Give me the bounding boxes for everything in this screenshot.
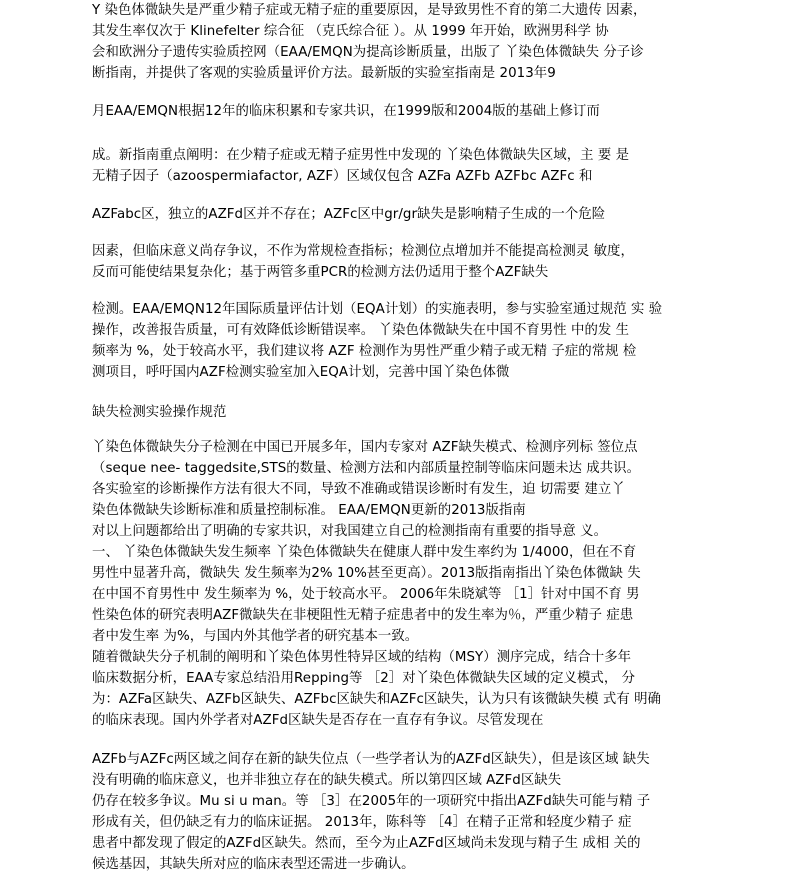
text-line: 其发生率仅次于 Klinefelter 综合征 （克氏综合征 ）。从 1999 年开始，欧洲男科学 协 [92,24,609,39]
text-line: 无精子因子（azoospermiafactor, AZF）区域仅包含 AZFa AZFb AZFbc AZFc 和 [92,169,593,184]
text-line: 形成有关，但仍缺乏有力的临床证据。 2013年，陈科等 ［4］在精子正常和轻度少精子 症 [92,815,632,830]
text-line: 操作，改善报告质量，可有效降低诊断错误率。 丫染色体微缺失在中国不育男性 中的发 生 [92,323,630,338]
text-line: 频率为 %，处于较高水平，我们建议将 AZF 检测作为男性严重少精子或无精 子症的常规 检 [92,344,637,359]
text-line: （seque nee- taggedsite,STS的数量、检测方法和内部质量控制等临床问题未达 成共识。 [92,461,641,476]
text-line: 为：AZFa区缺失、AZFb区缺失、AZFbc区缺失和AZFc区缺失，认为只有该微缺失模 式有 明确 [92,692,661,707]
text-line: Y 染色体微缺失是严重少精子症或无精子症的重要原因，是导致男性不育的第二大遗传 因素， [92,3,647,18]
text-line: 患者中都发现了假定的AZFd区缺失。然而，至今为止AZFd区域尚未发现与精子生 成相 关的 [92,836,641,851]
text-line: 对以上问题都给出了明确的专家共识，对我国建立自己的检测指南有重要的指导意 义。 [92,524,608,539]
text-line: 月EAA/EMQN根据12年的临床积累和专家共识，在1999版和2004版的基础上修订而 [92,104,600,119]
text-line: 男性中显著升高，微缺失 发生频率为2% 10%甚至更高）。2013版指南指出丫染色体微缺 失 [92,566,641,581]
text-line: 没有明确的临床意义，也并非独立存在的缺失模式。所以第四区域 AZFd区缺失 [92,773,562,788]
text-line: 随着微缺失分子机制的阐明和丫染色体男性特异区域的结构（MSY）测序完成，结合十多年 [92,650,632,665]
text-line: AZFabc区，独立的AZFd区并不存在；AZFc区中gr/gr缺失是影响精子生成的一个危险 [92,207,606,222]
text-line: AZFb与AZFc两区域之间存在新的缺失位点（一些学者认为的AZFd区缺失），但是该区域 缺失 [92,752,650,767]
text-line: 染色体微缺失诊断标准和质量控制标准。 EAA/EMQN更新的2013版指南 [92,503,526,518]
text-line: 检测。EAA/EMQN12年国际质量评估计划（EQA计划）的实施表明，参与实验室通过规范 实 验 [92,302,663,317]
text-line: 断指南，并提供了客观的实验质量评价方法。最新版的实验室指南是 2013年9 [92,66,556,81]
section-heading: 缺失检测实验操作规范 [92,405,227,420]
text-line: 会和欧洲分子遗传实验质控网（EAA/EMQN为提高诊断质量，出版了 丫染色体微缺失 分子诊 [92,45,644,60]
text-line: 各实验室的诊断操作方法有很大不同，导致不准确或错误诊断时有发生，迫 切需要 建立丫 [92,482,625,497]
text-line: 测项目，呼吁国内AZF检测实验室加入EQA计划，完善中国丫染色体微 [92,365,510,380]
text-line: 成。新指南重点阐明：在少精子症或无精子症男性中发现的 丫染色体微缺失区域，主 要 是 [92,148,630,163]
text-line: 者中发生率 为%，与国内外其他学者的研究基本一致。 [92,629,419,644]
text-line: 候选基因，其缺失所对应的临床表型还需进一步确认。 [92,857,415,872]
text-line: 丫染色体微缺失分子检测在中国已开展多年，国内专家对 AZF缺失模式、检测序列标 签位点 [92,440,638,455]
text-line: 一、 丫染色体微缺失发生频率 丫染色体微缺失在健康人群中发生率约为 1/4000，但在不育 [92,545,637,560]
text-line: 因素，但临床意义尚存争议，不作为常规检查指标；检测位点增加并不能提高检测灵 敏度， [92,244,634,259]
text-line: 反而可能使结果复杂化；基于两管多重PCR的检测方法仍适用于整个AZF缺失 [92,265,549,280]
text-line: 性染色体的研究表明AZF微缺失在非梗阻性无精子症患者中的发生率为％，严重少精子 症患 [92,608,634,623]
text-line: 临床数据分析，EAA专家总结沿用Repping等 ［2］对丫染色体微缺失区域的定义模式， 分 [92,671,636,686]
text-line: 仍存在较多争议。Mu si u man。等 ［3］在2005年的一项研究中指出AZFd缺失可能与精 子 [92,794,651,809]
text-line: 在中国不育男性中 发生频率为 %，处于较高水平。 2006年朱晓斌等 ［1］针对中国不育 男 [92,587,640,602]
text-line: 的临床表现。国内外学者对AZFd区缺失是否存在一直存有争议。尽管发现在 [92,713,544,728]
